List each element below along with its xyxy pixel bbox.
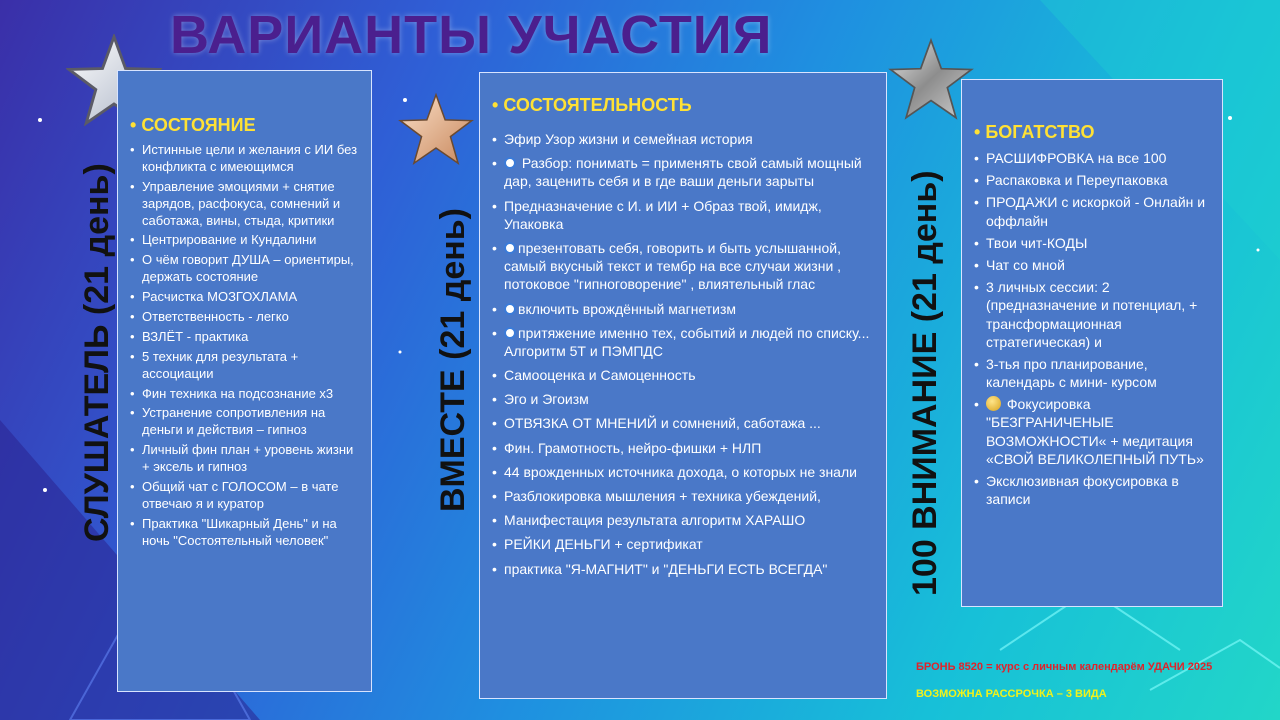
list-item-text: Ответственность - легко bbox=[142, 309, 289, 325]
list-item bbox=[492, 414, 874, 432]
tier-card-attention bbox=[961, 79, 1223, 607]
tier-1-label: СЛУШАТЕЛЬ (21 день) bbox=[78, 163, 116, 542]
list-item bbox=[974, 234, 1210, 252]
list-item-text: Практика "Шикарный День" и на ночь "Состоятельный человек" bbox=[142, 515, 337, 548]
list-item-text: Фокусировка "БЕЗГРАНИЧЕНЫЕ ВОЗМОЖНОСТИ« + медитация «СВОЙ ВЕЛИКОЛЕПНЫЙ ПУТЬ» bbox=[986, 396, 1204, 467]
list-item bbox=[130, 232, 359, 249]
list-item-text: Личный фин план + уровень жизни + эксель и гипноз bbox=[142, 442, 354, 475]
list-item bbox=[974, 278, 1210, 351]
list-item-text: Твои чит-КОДЫ bbox=[986, 234, 1088, 251]
list-item-text: ОТВЯЗКА ОТ МНЕНИЙ и сомнений, саботажа ... bbox=[504, 415, 821, 432]
list-item bbox=[130, 405, 359, 439]
tier-3-label: 100 ВНИМАНИЕ (21 день) bbox=[906, 170, 944, 596]
list-item-text: Предназначение с И. и ИИ + Образ твой, имидж, Упаковка bbox=[504, 197, 822, 232]
list-item-text: Разблокировка мышления + техника убеждений, bbox=[504, 488, 821, 504]
list-item bbox=[492, 463, 874, 481]
card-heading: • СОСТОЯТЕЛЬНОСТЬ bbox=[492, 95, 692, 115]
list-item-text: Управление эмоциями + снятие зарядов, расфокуса, сомнений и саботажа, вины, стыда, критики bbox=[142, 178, 341, 228]
list-item-text: РАСШИФРОВКА на все 100 bbox=[986, 150, 1167, 166]
list-item-text: Фин техника на подсознание х3 bbox=[142, 385, 334, 401]
tier-card-listener bbox=[117, 70, 372, 692]
list-item-text: 3 личных сессии: 2 (предназначение и потенциал, + трансформационная стратегическая) и bbox=[986, 279, 1198, 350]
list-item-text: ПРОДАЖИ с искоркой - Онлайн и оффлайн bbox=[986, 194, 1206, 229]
list-item-text: Распаковка и Переупаковка bbox=[986, 172, 1168, 189]
list-item bbox=[492, 197, 874, 233]
list-item bbox=[130, 309, 359, 326]
list-item-text: включить врождённый магнетизм bbox=[518, 300, 737, 317]
list-item-text: 44 врожденных источника дохода, о которых не знали bbox=[504, 463, 857, 480]
list-item bbox=[130, 289, 359, 306]
list-item bbox=[974, 472, 1210, 508]
bullet-circle-icon bbox=[504, 157, 516, 169]
list-item-text: 5 техник для результата + ассоциации bbox=[142, 348, 299, 381]
feature-list bbox=[492, 130, 874, 578]
bullet-circle-icon bbox=[504, 242, 516, 254]
list-item bbox=[492, 130, 874, 148]
list-item bbox=[130, 142, 359, 176]
list-item-text: Эфир Узор жизни и семейная история bbox=[504, 131, 753, 147]
feature-list bbox=[130, 142, 359, 550]
feature-list bbox=[974, 149, 1210, 508]
tier-2-label: ВМЕСТЕ (21 день) bbox=[434, 208, 472, 512]
list-item-text: О чём говорит ДУША – ориентиры, держать состояние bbox=[142, 252, 354, 285]
list-item-text: Эксклюзивная фокусировка в записи bbox=[986, 473, 1179, 508]
list-item bbox=[130, 179, 359, 230]
list-item bbox=[130, 516, 359, 550]
list-item-text: Фин. Грамотность, нейро-фишки + НЛП bbox=[504, 439, 762, 456]
list-item bbox=[492, 439, 874, 457]
list-item-text: Истинные цели и желания с ИИ без конфликта с имеющимся bbox=[142, 142, 358, 174]
list-item bbox=[492, 324, 874, 360]
card-heading: • БОГАТСТВО bbox=[974, 122, 1095, 142]
list-item-text: 3-тья про планирование, календарь с мини- курсом bbox=[986, 355, 1157, 391]
page-title: ВАРИАНТЫ УЧАСТИЯ bbox=[170, 5, 773, 65]
list-item-text: Самооценка и Самоценность bbox=[504, 367, 696, 384]
list-item bbox=[492, 154, 874, 190]
tier-card-together bbox=[479, 72, 887, 699]
list-item-text: практика "Я-МАГНИТ" и "ДЕНЬГИ ЕСТЬ ВСЕГДА" bbox=[504, 560, 828, 577]
bullet-circle-icon bbox=[504, 327, 516, 339]
bronze-star-icon bbox=[398, 92, 474, 166]
list-item-text: Манифестация результата алгоритм ХАРАШО bbox=[504, 512, 806, 529]
list-item-text: Расчистка МОЗГОХЛАМА bbox=[142, 289, 298, 305]
list-item bbox=[130, 329, 359, 346]
list-item bbox=[130, 349, 359, 383]
list-item bbox=[492, 487, 874, 505]
list-item bbox=[492, 511, 874, 529]
list-item bbox=[492, 300, 874, 318]
list-item-text: Центрирование и Кундалини bbox=[142, 232, 317, 248]
list-item-text: Устранение сопротивления на деньги и действия – гипноз bbox=[142, 405, 326, 438]
list-item-text: притяжение именно тех, событий и людей по списку... Алгоритм 5Т и ПЭМПДС bbox=[504, 324, 870, 359]
list-item bbox=[974, 355, 1210, 391]
list-item bbox=[492, 535, 874, 553]
installment-note: ВОЗМОЖНА РАССРОЧКА – 3 ВИДА bbox=[916, 688, 1107, 700]
bullet-circle-icon bbox=[504, 303, 516, 315]
list-item bbox=[974, 395, 1210, 468]
list-item-text: Разбор: понимать = применять свой самый мощный дар, заценить себя и в где ваши деньги зарыты bbox=[504, 155, 862, 190]
list-item bbox=[130, 442, 359, 476]
list-item bbox=[130, 386, 359, 403]
list-item bbox=[492, 390, 874, 408]
list-item bbox=[974, 171, 1210, 189]
list-item bbox=[492, 366, 874, 384]
list-item bbox=[130, 479, 359, 513]
list-item-text: РЕЙКИ ДЕНЬГИ + сертификат bbox=[504, 536, 703, 553]
list-item bbox=[492, 239, 874, 294]
gold-coin-icon bbox=[986, 396, 1001, 411]
card-heading: • СОСТОЯНИЕ bbox=[130, 115, 256, 135]
list-item bbox=[130, 252, 359, 286]
list-item-text: ВЗЛЁТ - практика bbox=[142, 328, 249, 344]
list-item bbox=[974, 149, 1210, 167]
list-item-text: Чат со мной bbox=[986, 256, 1065, 273]
list-item-text: Общий чат с ГОЛОСОМ – в чате отвечаю я и куратор bbox=[142, 479, 339, 511]
list-item bbox=[974, 193, 1210, 229]
list-item-text: презентовать себя, говорить и быть услышанной, самый вкусный текст и тембр на все случаи жизни , потоковое "гипноговорение" , влиятельный глас bbox=[504, 239, 842, 293]
booking-note: БРОНЬ 8520 = курс с личным календарём УДАЧИ 2025 bbox=[916, 661, 1213, 673]
list-item bbox=[974, 256, 1210, 274]
list-item bbox=[492, 560, 874, 578]
list-item-text: Эго и Эгоизм bbox=[504, 391, 589, 408]
